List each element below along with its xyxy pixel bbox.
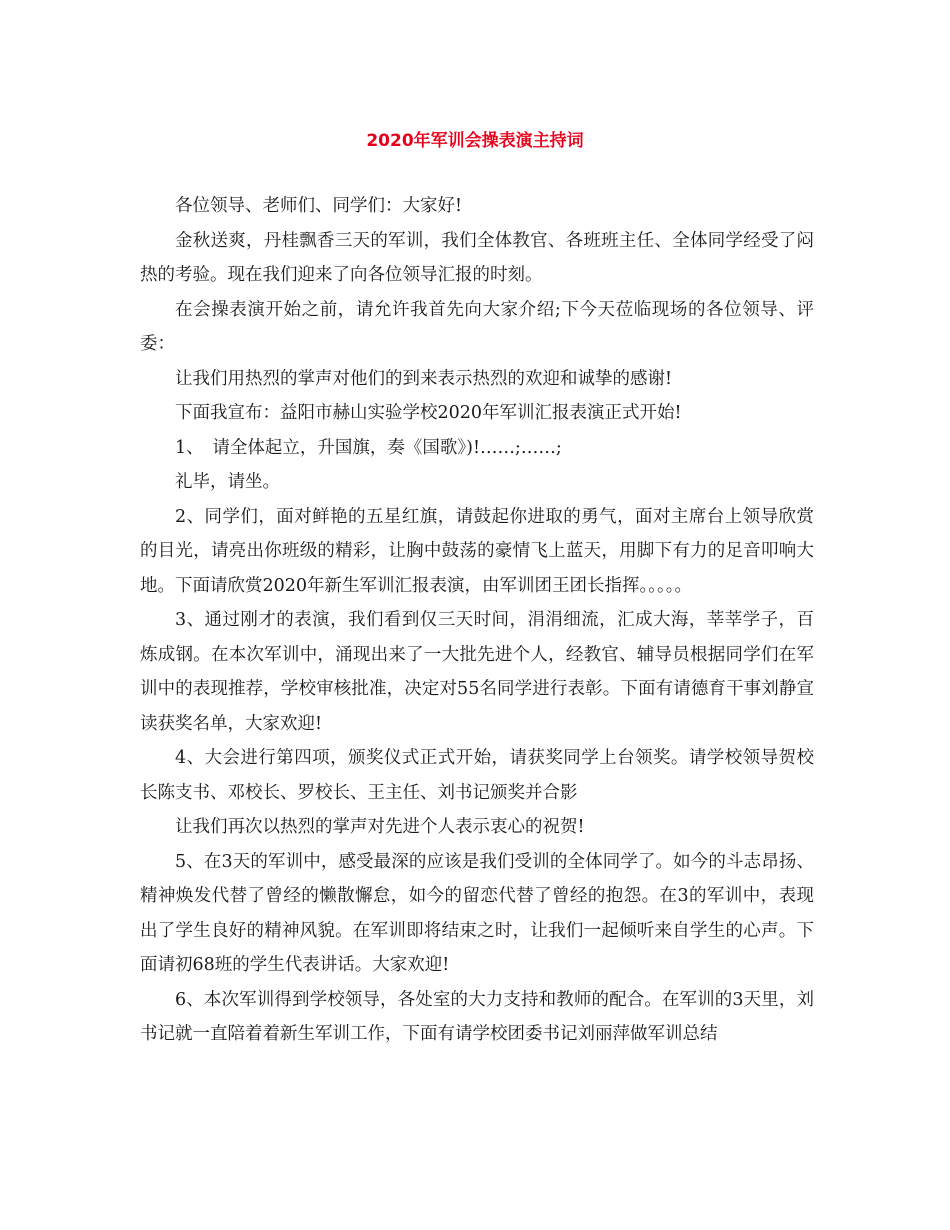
paragraph-opening: 金秋送爽，丹桂飘香三天的军训，我们全体教官、各班班主任、全体同学经受了闷热的考验。现在我们迎来了向各位领导汇报的时刻。 <box>140 230 814 285</box>
paragraph-announcement: 下面我宣布：益阳市赫山实验学校2020年军训汇报表演正式开始! <box>175 403 682 423</box>
paragraph-item-5: 5、在3天的军训中，感受最深的应该是我们受训的全体同学了。如今的斗志昂扬、精神焕发代替了曾经的懒散懈怠，如今的留恋代替了曾经的抱怨。在3的军训中，表现出了学生良好的精神风貌。在军训即将结束之时，让我们一起倾听来自学生的心声。下面请初68班的学生代表讲话。大家欢迎! <box>140 851 814 975</box>
paragraph-welcome: 让我们用热烈的掌声对他们的到来表示热烈的欢迎和诚挚的感谢! <box>175 368 673 389</box>
paragraph-greeting: 各位领导、老师们、同学们：大家好! <box>175 196 463 216</box>
paragraph-item-3: 3、通过刚才的表演，我们看到仅三天时间，涓涓细流，汇成大海，莘莘学子，百炼成钢。在本次军训中，涌现出来了一大批先进个人，经教官、辅导员根据同学们在军训中的表现推荐，学校审核批准，决定对55名同学进行表彰。下面有请德育干事刘静宣读获奖名单，大家欢迎! <box>140 610 814 734</box>
document-title: 2020年军训会操表演主持词 <box>366 131 584 151</box>
paragraph-item-6: 6、本次军训得到学校领导，各处室的大力支持和教师的配合。在军训的3天里，刘书记就一直陪着着新生军训工作，下面有请学校团委书记刘丽萍做军训总结 <box>140 989 814 1044</box>
paragraph-item-2: 2、同学们，面对鲜艳的五星红旗，请鼓起你进取的勇气，面对主席台上领导欣赏的目光，请亮出你班级的精彩，让胸中鼓荡的豪情飞上蓝天，用脚下有力的足音叩响大地。下面请欣赏2020年新生军训汇报表演，由军训团王团长指挥。。。。。 <box>140 506 814 596</box>
document-body <box>140 189 814 1052</box>
paragraph-introduction: 在会操表演开始之前，请允许我首先向大家介绍;下今天莅临现场的各位领导、评委： <box>140 299 814 354</box>
paragraph-congratulations: 让我们再次以热烈的掌声对先进个人表示衷心的祝贺! <box>175 817 585 837</box>
paragraph-item-4: 4、大会进行第四项，颁奖仪式正式开始，请获奖同学上台领奖。请学校领导贺校长陈支书、邓校长、罗校长、王主任、刘书记颁奖并合影 <box>140 748 814 803</box>
paragraph-be-seated: 礼毕，请坐。 <box>175 472 280 492</box>
paragraph-item-1: 1、 请全体起立，升国旗，奏《国歌》)!……;……; <box>175 437 562 458</box>
